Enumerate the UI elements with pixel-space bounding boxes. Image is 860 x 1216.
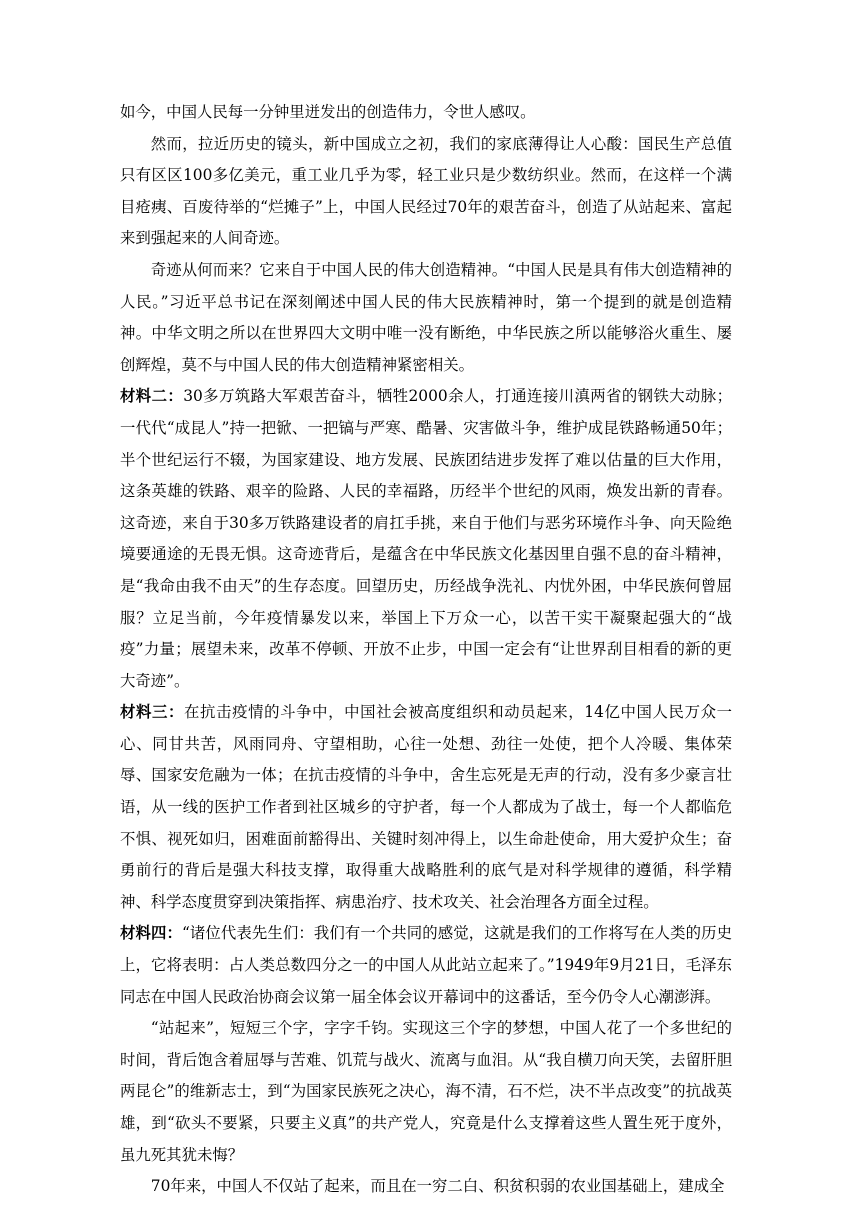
paragraph-1 <box>120 97 732 129</box>
paragraph-text: 奇迹从何而来？它来自于中国人民的伟大创造精神。“中国人民是具有伟大创造精神的人民。”习近平总书记在深刻阐述中国人民的伟大民族精神时，第一个提到的就是创造精神。中华文明之所以在世界四大文明中唯一没有断绝，中华民族之所以能够浴火重生、屡创辉煌，莫不与中国人民的伟大创造精神紧密相关。 <box>120 260 732 374</box>
material-2-label: 材料二： <box>120 387 184 406</box>
material-2-paragraph <box>120 381 732 697</box>
paragraph-text: 30多万筑路大军艰苦奋斗，牺牲2000余人，打通连接川滇两省的钢铁大动脉；一代代“成昆人”持一把锨、一把镐与严寒、酷暑、灾害做斗争，维护成昆铁路畅通50年；半个世纪运行不辍，为国家建设、地方发展、民族团结进步发挥了难以估量的巨大作用，这条英雄的铁路、艰辛的险路、人民的幸福路，历经半个世纪的风雨，焕发出新的青春。这奇迹，来自于30多万铁路建设者的肩扛手挑，来自于他们与恶劣环境作斗争、向天险绝境要通途的无畏无惧。这奇迹背后，是蕴含在中华民族文化基因里自强不息的奋斗精神，是“我命由我不由天”的生存态度。回望历史，历经战争洗礼、内忧外困，中华民族何曾屈服？立足当前，今年疫情暴发以来，举国上下万众一心，以苦干实干凝聚起强大的“战疫”力量；展望未来，改革不停顿、开放不止步，中国一定会有“让世界刮目相看的新的更大奇迹”。 <box>120 387 732 690</box>
paragraph-2 <box>120 129 732 255</box>
material-3-label: 材料三： <box>120 703 185 722</box>
paragraph-7 <box>120 1013 732 1171</box>
document-body <box>120 97 732 1203</box>
paragraph-3 <box>120 255 732 381</box>
paragraph-8 <box>120 1171 732 1203</box>
paragraph-text: 然而，拉近历史的镜头，新中国成立之初，我们的家底薄得让人心酸：国民生产总值只有区区100多亿美元，重工业几乎为零，轻工业只是少数纺织业。然而，在这样一个满目疮痍、百废待举的“烂摊子”上，中国人民经过70年的艰苦奋斗，创造了从站起来、富起来到强起来的人间奇迹。 <box>120 134 732 248</box>
material-4-label: 材料四： <box>120 924 182 943</box>
material-4-paragraph <box>120 918 732 1013</box>
paragraph-text: “站起来”，短短三个字，字字千钧。实现这三个字的梦想，中国人花了一个多世纪的时间，背后饱含着屈辱与苦难、饥荒与战火、流离与血泪。从“我自横刀向天笑，去留肝胆两昆仑”的维新志士，到“为国家民族死之决心，海不清，石不烂，决不半点改变”的抗战英雄，到“砍头不要紧，只要主义真”的共产党人，究竟是什么支撑着这些人置生死于度外，虽九死其犹未悔？ <box>120 1019 732 1164</box>
material-3-paragraph <box>120 697 732 918</box>
paragraph-text: 如今，中国人民每一分钟里迸发出的创造伟力，令世人感叹。 <box>120 103 536 121</box>
paragraph-text: “诸位代表先生们：我们有一个共同的感觉，这就是我们的工作将写在人类的历史上，它将表明：占人类总数四分之一的中国人从此站立起来了。”1949年9月21日，毛泽东同志在中国人民政治协商会议第一届全体会议开幕词中的这番话，至今仍令人心潮澎湃。 <box>120 924 732 1006</box>
paragraph-text: 70年来，中国人不仅站了起来，而且在一穷二白、积贫积弱的农业国基础上，建成全 <box>150 1177 725 1196</box>
paragraph-text: 在抗击疫情的斗争中，中国社会被高度组织和动员起来，14亿中国人民万众一心、同甘共苦，风雨同舟、守望相助，心往一处想、劲往一处使，把个人冷暖、集体荣辱、国家安危融为一体；在抗击疫情的斗争中，舍生忘死是无声的行动，没有多少豪言壮语，从一线的医护工作者到社区城乡的守护者，每一个人都成为了战士，每一个人都临危不惧、视死如归，困难面前豁得出、关键时刻冲得上，以生命赴使命，用大爱护众生；奋勇前行的背后是强大科技支撑，取得重大战略胜利的底气是对科学规律的遵循，科学精神、科学态度贯穿到决策指挥、病患治疗、技术攻关、社会治理各方面全过程。 <box>120 703 732 911</box>
